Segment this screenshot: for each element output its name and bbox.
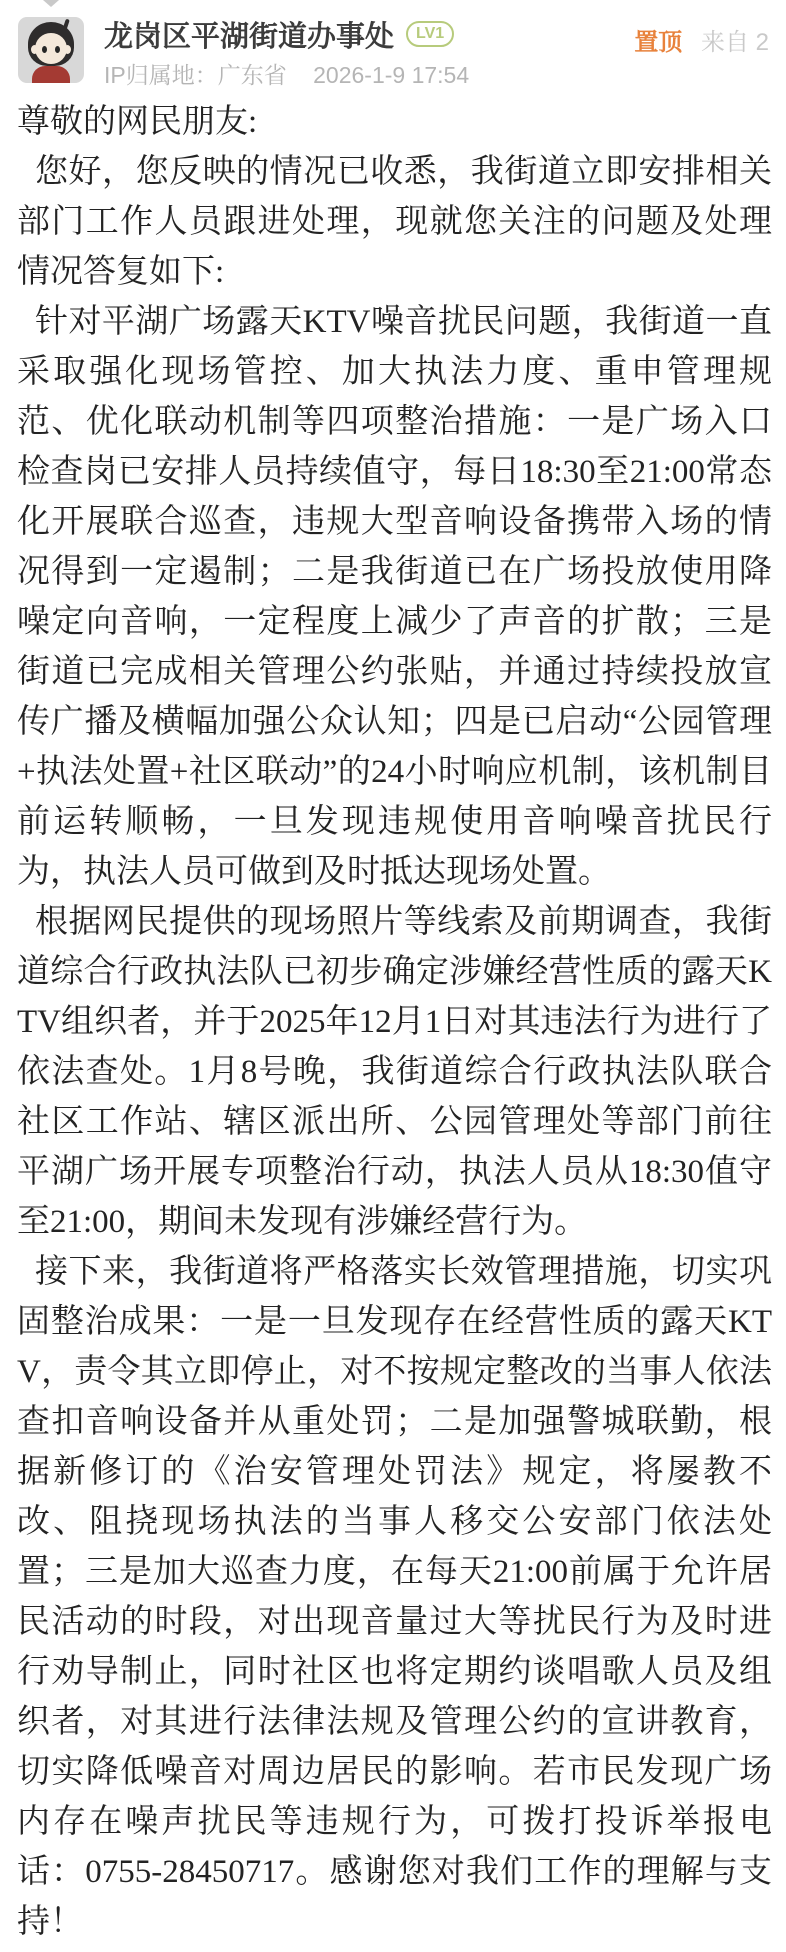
avatar-shirt <box>32 66 70 83</box>
pinned-badge: 置顶 <box>634 29 683 56</box>
post-header-right <box>634 22 769 57</box>
paragraph-intro: 您好，您反映的情况已收悉，我街道立即安排相关部门工作人员跟进处理，现就您关注的问题及处理情况答复如下: <box>17 154 772 290</box>
author-name-row <box>104 17 469 51</box>
paragraph-salutation: 尊敬的网民朋友: <box>17 104 258 140</box>
avatar-eye <box>55 46 60 53</box>
post-meta-row <box>104 57 469 90</box>
author-info <box>104 17 469 90</box>
ip-location-label: IP归属地：广东省 <box>104 62 287 88</box>
avatar[interactable] <box>18 17 84 83</box>
paragraph-followup: 接下来，我街道将严格落实长效管理措施，切实巩固整治成果：一是一旦发现存在经营性质的露天KTV，责令其立即停止，对不按规定整改的当事人依法查扣音响设备并从重处罚；二是加强警城联勤，根据新修订的《治安管理处罚法》规定，将屡教不改、阻挠现场执法的当事人移交公安部门依法处置；三是加大巡查力度，在每天21:00前属于允许居民活动的时段，对出现音量过大等扰民行为及时进行劝导制止，同时社区也将定期约谈唱歌人员及组织者，对其进行法律法规及管理公约的宣讲教育，切实降低噪音对周边居民的影响。若市民发现广场内存在噪声扰民等违规行为，可拨打投诉举报电话：0755-28450717。感谢您对我们工作的理解与支持！ <box>17 1254 772 1940</box>
paragraph-measures: 针对平湖广场露天KTV噪音扰民问题，我街道一直采取强化现场管控、加大执法力度、重申管理规范、优化联动机制等四项整治措施：一是广场入口检查岗已安排人员持续值守，每日18:30至21:00常态化开展联合巡查，违规大型音响设备携带入场的情况得到一定遏制；二是我街道已在广场投放使用降噪定向音响，一定程度上减少了声音的扩散；三是街道已完成相关管理公约张贴，并通过持续投放宣传广播及横幅加强公众认知；四是已启动“公园管理+执法处置+社区联动”的24小时响应机制，该机制目前运转顺畅，一旦发现违规使用音响噪音扰民行为，执法人员可做到及时抵达现场处置。 <box>17 304 772 890</box>
level-badge: LV1 <box>406 21 454 47</box>
post-content <box>0 97 786 1947</box>
post-timestamp: 2026-1-9 17:54 <box>313 62 470 88</box>
paragraph-enforcement: 根据网民提供的现场照片等线索及前期调查，我街道综合行政执法队已初步确定涉嫌经营性质的露天KTV组织者，并于2025年12月1日对其违法行为进行了依法查处。1月8号晚，我街道综合行政执法队联合社区工作站、辖区派出所、公园管理处等部门前往平湖广场开展专项整治行动，执法人员从18:30值守至21:00，期间未发现有涉嫌经营行为。 <box>17 904 772 1240</box>
author-name[interactable]: 龙岗区平湖街道办事处 <box>104 20 395 53</box>
from-floor-link[interactable]: 来自 2 <box>700 29 769 56</box>
avatar-face <box>35 33 67 64</box>
post-header <box>0 0 786 88</box>
avatar-eye <box>42 46 47 53</box>
